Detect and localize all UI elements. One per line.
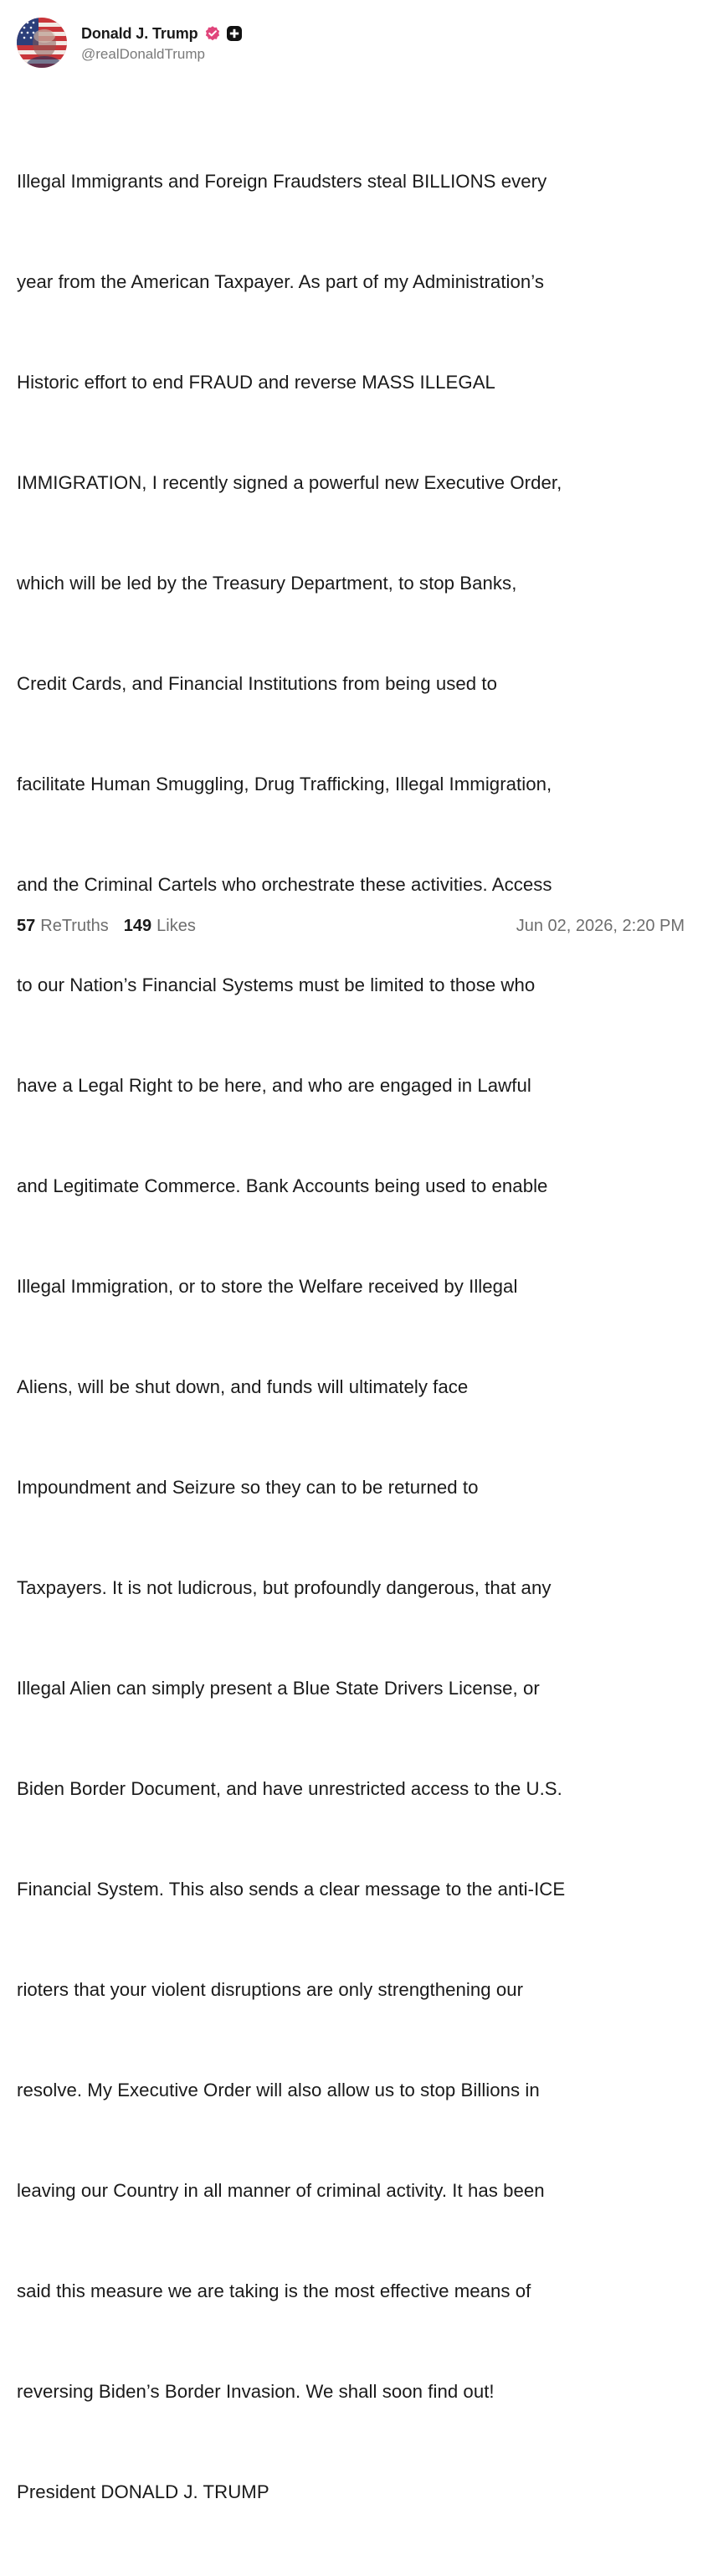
retruths-count: 57: [17, 916, 36, 935]
author-info: [81, 23, 243, 63]
post-text-line: year from the American Taxpayer. As part of my Administration’s: [17, 271, 545, 292]
likes-stat[interactable]: [124, 917, 196, 936]
plus-box-icon: [226, 25, 243, 42]
post-text-line: Financial System. This also sends a clear message to the anti-ICE: [17, 1879, 566, 1900]
post-text-line: Biden Border Document, and have unrestricted access to the U.S.: [17, 1778, 562, 1799]
post-header: [17, 17, 243, 69]
engagement-stats: [17, 917, 211, 936]
post-text-line: leaving our Country in all manner of criminal activity. It has been: [17, 2180, 545, 2201]
post-text-line: Taxpayers. It is not ludicrous, but profoundly dangerous, that any: [17, 1577, 552, 1598]
post-text-line: have a Legal Right to be here, and who are engaged in Lawful: [17, 1075, 531, 1096]
author-handle[interactable]: @realDonaldTrump: [81, 46, 205, 62]
avatar[interactable]: [17, 18, 67, 68]
post-text-line: IMMIGRATION, I recently signed a powerful new Executive Order,: [17, 472, 562, 493]
post-text-line: Credit Cards, and Financial Institutions from being used to: [17, 673, 497, 694]
post-text-line: said this measure we are taking is the most effective means of: [17, 2280, 531, 2301]
post-text-line: which will be led by the Treasury Department, to stop Banks,: [17, 573, 517, 594]
post-text-line: and the Criminal Cartels who orchestrate these activities. Access: [17, 874, 552, 895]
post-text-line: Historic effort to end FRAUD and reverse MASS ILLEGAL: [17, 372, 495, 393]
verified-badge-icon: [204, 25, 221, 42]
post-text-line: and Legitimate Commerce. Bank Accounts being used to enable: [17, 1175, 548, 1196]
post-text-line: facilitate Human Smuggling, Drug Trafficking, Illegal Immigration,: [17, 774, 552, 794]
post-text-line: Impoundment and Seizure so they can to be returned to: [17, 1477, 479, 1498]
retruths-stat[interactable]: [17, 917, 109, 936]
post-text-line: rioters that your violent disruptions are only strengthening our: [17, 1979, 524, 2000]
post-text-line: Illegal Immigration, or to store the Welfare received by Illegal: [17, 1276, 518, 1297]
post-text-line: resolve. My Executive Order will also allow us to stop Billions in: [17, 2080, 540, 2100]
likes-label: Likes: [157, 916, 196, 935]
post-footer: [17, 913, 685, 939]
post-timestamp[interactable]: Jun 02, 2026, 2:20 PM: [516, 916, 685, 935]
post-text-line: President DONALD J. TRUMP: [17, 2481, 269, 2502]
post-text-line: to our Nation’s Financial Systems must be limited to those who: [17, 974, 536, 995]
display-name[interactable]: Donald J. Trump: [81, 24, 198, 42]
name-row: [81, 23, 243, 44]
flag-portrait-avatar-icon: [17, 18, 67, 68]
likes-count: 149: [123, 916, 152, 935]
retruths-label: ReTruths: [40, 916, 109, 935]
post-text: [17, 98, 693, 2576]
post-text-line: Aliens, will be shut down, and funds will ultimately face: [17, 1376, 469, 1397]
post-text-line: reversing Biden’s Border Invasion. We shall soon find out!: [17, 2381, 495, 2402]
post-text-line: Illegal Alien can simply present a Blue State Drivers License, or: [17, 1678, 540, 1699]
post-text-line: Illegal Immigrants and Foreign Fraudsters steal BILLIONS every: [17, 171, 547, 192]
